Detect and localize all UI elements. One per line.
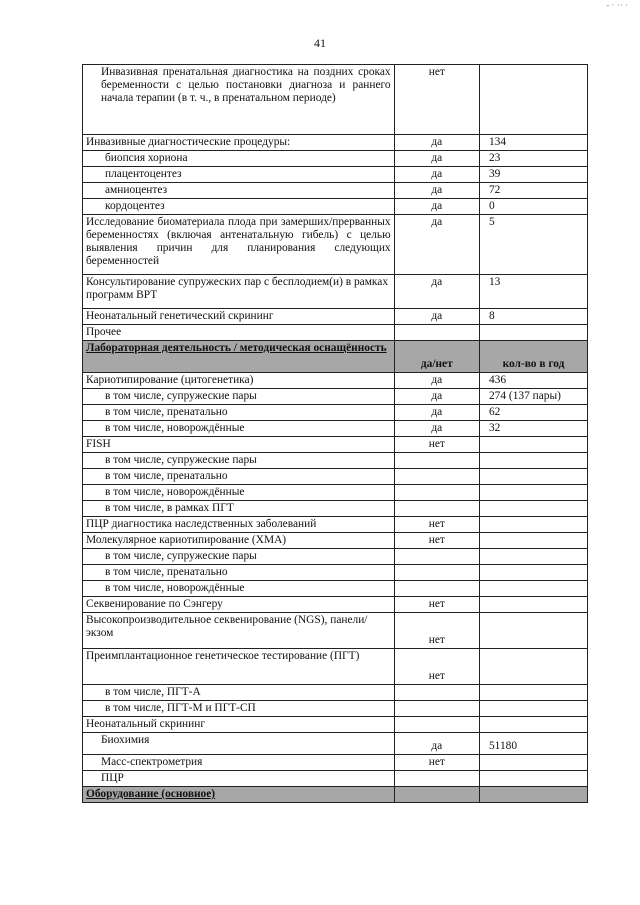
table-row	[83, 405, 588, 421]
row-yes-no: да	[394, 135, 479, 151]
row-yes-no	[394, 501, 479, 517]
row-yes-no	[394, 565, 479, 581]
row-label: в том числе, пренатально	[83, 469, 395, 485]
table-row	[83, 755, 588, 771]
equipment-section-yes-no	[394, 787, 479, 803]
row-quantity: 32	[479, 421, 587, 437]
row-quantity	[479, 437, 587, 453]
table-row	[83, 733, 588, 755]
row-yes-no: да	[394, 421, 479, 437]
table-row	[83, 501, 588, 517]
row-yes-no: да	[394, 183, 479, 199]
table-row	[83, 421, 588, 437]
row-yes-no: нет	[394, 613, 479, 649]
section-header-title: Лабораторная деятельность / методическая оснащённость	[83, 341, 395, 373]
row-yes-no	[394, 701, 479, 717]
table-row	[83, 183, 588, 199]
row-yes-no: нет	[394, 755, 479, 771]
table-row	[83, 581, 588, 597]
row-yes-no	[394, 717, 479, 733]
table-row	[83, 437, 588, 453]
row-label: в том числе, новорождённые	[83, 485, 395, 501]
row-yes-no: нет	[394, 649, 479, 685]
row-quantity	[479, 65, 587, 135]
column-header-yes-no: да/нет	[394, 341, 479, 373]
table-row	[83, 373, 588, 389]
row-label: Инвазивная пренатальная диагностика на поздних сроках беременности с целью постановки диагноза и раннего начала терапии (в т. ч., в пренатальном периоде)	[83, 65, 395, 135]
row-yes-no	[394, 685, 479, 701]
row-yes-no: да	[394, 151, 479, 167]
row-label: биопсия хориона	[83, 151, 395, 167]
row-label: в том числе, пренатально	[83, 405, 395, 421]
row-label: плацентоцентез	[83, 167, 395, 183]
row-quantity	[479, 485, 587, 501]
row-quantity: 23	[479, 151, 587, 167]
row-yes-no: нет	[394, 517, 479, 533]
table-row	[83, 199, 588, 215]
row-quantity: 62	[479, 405, 587, 421]
equipment-section-quantity	[479, 787, 587, 803]
row-label: Молекулярное кариотипирование (ХМА)	[83, 533, 395, 549]
row-quantity: 5	[479, 215, 587, 275]
row-yes-no	[394, 485, 479, 501]
row-quantity: 8	[479, 309, 587, 325]
row-yes-no: да	[394, 167, 479, 183]
row-label: Высокопроизводительное секвенирование (NGS), панели/экзом	[83, 613, 395, 649]
table-row	[83, 613, 588, 649]
table-row	[83, 717, 588, 733]
table-row	[83, 685, 588, 701]
row-quantity	[479, 469, 587, 485]
row-yes-no: нет	[394, 437, 479, 453]
table-row	[83, 701, 588, 717]
row-label: Масс-спектрометрия	[83, 755, 395, 771]
row-label: Биохимия	[83, 733, 395, 755]
row-quantity	[479, 771, 587, 787]
row-label: ПЦР диагностика наследственных заболеваний	[83, 517, 395, 533]
row-label: Неонатальный скрининг	[83, 717, 395, 733]
row-quantity: 39	[479, 167, 587, 183]
row-quantity	[479, 565, 587, 581]
row-quantity: 0	[479, 199, 587, 215]
row-quantity	[479, 549, 587, 565]
row-yes-no	[394, 469, 479, 485]
table-row	[83, 151, 588, 167]
table-row	[83, 325, 588, 341]
table-row	[83, 649, 588, 685]
table-row	[83, 469, 588, 485]
section-header-row	[83, 341, 588, 373]
section-header-row	[83, 787, 588, 803]
row-yes-no: да	[394, 199, 479, 215]
table-row	[83, 389, 588, 405]
row-yes-no	[394, 771, 479, 787]
row-label: Кариотипирование (цитогенетика)	[83, 373, 395, 389]
row-quantity	[479, 685, 587, 701]
row-label: Преимплантационное генетическое тестирование (ПГТ)	[83, 649, 395, 685]
row-yes-no	[394, 453, 479, 469]
row-yes-no: да	[394, 389, 479, 405]
row-quantity	[479, 613, 587, 649]
row-yes-no: нет	[394, 533, 479, 549]
row-yes-no	[394, 549, 479, 565]
row-yes-no: да	[394, 405, 479, 421]
table-row	[83, 167, 588, 183]
row-quantity: 436	[479, 373, 587, 389]
row-label: в том числе, в рамках ПГТ	[83, 501, 395, 517]
row-quantity	[479, 649, 587, 685]
table-row	[83, 275, 588, 309]
table-row	[83, 65, 588, 135]
table-row	[83, 309, 588, 325]
row-label: в том числе, ПГТ-М и ПГТ-СП	[83, 701, 395, 717]
row-quantity	[479, 453, 587, 469]
table-row	[83, 135, 588, 151]
row-label: Инвазивные диагностические процедуры:	[83, 135, 395, 151]
row-label: в том числе, новорождённые	[83, 421, 395, 437]
row-label: в том числе, ПГТ-А	[83, 685, 395, 701]
row-quantity	[479, 325, 587, 341]
row-label: Неонатальный генетический скрининг	[83, 309, 395, 325]
row-quantity: 51180	[479, 733, 587, 755]
row-yes-no: нет	[394, 65, 479, 135]
table-row	[83, 517, 588, 533]
row-yes-no: да	[394, 215, 479, 275]
row-quantity: 13	[479, 275, 587, 309]
row-quantity	[479, 517, 587, 533]
row-quantity	[479, 501, 587, 517]
table-row	[83, 533, 588, 549]
table-row	[83, 485, 588, 501]
row-label: Прочее	[83, 325, 395, 341]
table-row	[83, 565, 588, 581]
row-label: амниоцентез	[83, 183, 395, 199]
row-yes-no: да	[394, 275, 479, 309]
equipment-section-title: Оборудование (основное)	[83, 787, 395, 803]
row-label: ПЦР	[83, 771, 395, 787]
statistics-table	[82, 64, 588, 803]
row-label: кордоцентез	[83, 199, 395, 215]
row-label: в том числе, супружеские пары	[83, 453, 395, 469]
row-label: в том числе, новорождённые	[83, 581, 395, 597]
table-row	[83, 215, 588, 275]
row-quantity	[479, 755, 587, 771]
table-row	[83, 549, 588, 565]
row-yes-no: да	[394, 733, 479, 755]
row-quantity	[479, 597, 587, 613]
row-quantity	[479, 701, 587, 717]
column-header-quantity: кол-во в год	[479, 341, 587, 373]
table-row	[83, 597, 588, 613]
row-yes-no: да	[394, 309, 479, 325]
row-yes-no: да	[394, 373, 479, 389]
page-number: 41	[314, 36, 326, 50]
row-label: в том числе, супружеские пары	[83, 549, 395, 565]
row-quantity	[479, 717, 587, 733]
row-label: в том числе, пренатально	[83, 565, 395, 581]
table-row	[83, 453, 588, 469]
row-quantity: 274 (137 пары)	[479, 389, 587, 405]
row-quantity	[479, 533, 587, 549]
row-label: Исследование биоматериала плода при замерших/прерванных беременностях (включая антенатальную гибель) с целью выявления причин для планирования следующих беременностей	[83, 215, 395, 275]
row-yes-no	[394, 581, 479, 597]
row-yes-no	[394, 325, 479, 341]
row-label: FISH	[83, 437, 395, 453]
row-quantity: 72	[479, 183, 587, 199]
row-label: в том числе, супружеские пары	[83, 389, 395, 405]
row-label: Консультирование супружеских пар с бесплодием(и) в рамках программ ВРТ	[83, 275, 395, 309]
table-row	[83, 771, 588, 787]
row-yes-no: нет	[394, 597, 479, 613]
row-quantity: 134	[479, 135, 587, 151]
row-quantity	[479, 581, 587, 597]
row-label: Секвенирование по Сэнгеру	[83, 597, 395, 613]
scan-corner-mark: - · ·· ·	[606, 0, 628, 10]
